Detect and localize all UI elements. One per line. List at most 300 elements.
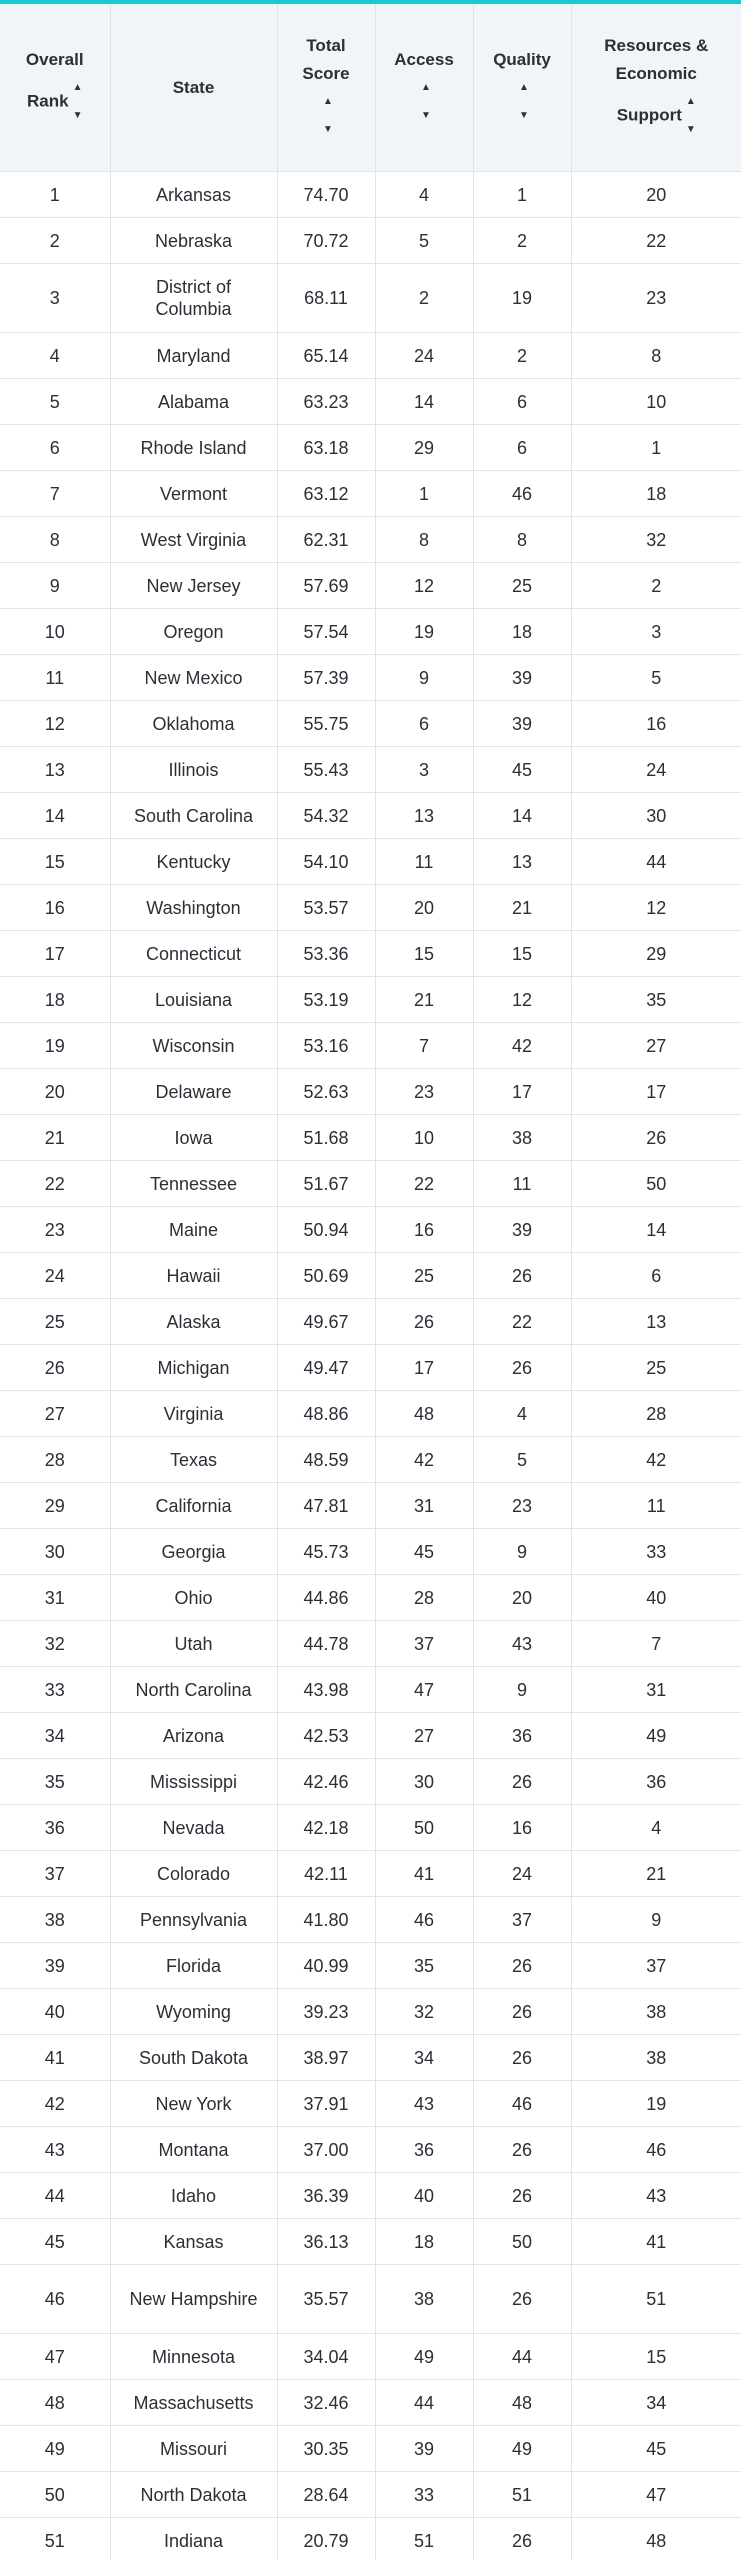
rank-cell: 2 — [0, 218, 110, 264]
table-row — [0, 1437, 741, 1483]
state-cell: Kansas — [110, 2219, 277, 2265]
table-row — [0, 264, 741, 333]
quality-cell: 43 — [473, 1621, 571, 1667]
resources-cell: 11 — [571, 1483, 741, 1529]
access-cell: 42 — [375, 1437, 473, 1483]
rank-cell: 26 — [0, 1345, 110, 1391]
quality-cell: 45 — [473, 747, 571, 793]
table-row — [0, 1299, 741, 1345]
access-cell: 6 — [375, 701, 473, 747]
total-score-cell: 51.68 — [277, 1115, 375, 1161]
resources-cell: 30 — [571, 793, 741, 839]
quality-cell: 49 — [473, 2426, 571, 2472]
access-cell: 13 — [375, 793, 473, 839]
total-score-cell: 34.04 — [277, 2334, 375, 2380]
access-cell: 15 — [375, 931, 473, 977]
total-score-cell: 47.81 — [277, 1483, 375, 1529]
sort-icon[interactable]: ▲ ▼ — [685, 95, 696, 135]
resources-cell: 7 — [571, 1621, 741, 1667]
state-cell: Utah — [110, 1621, 277, 1667]
resources-cell: 38 — [571, 2035, 741, 2081]
table-row — [0, 1391, 741, 1437]
rank-cell: 44 — [0, 2173, 110, 2219]
quality-cell: 14 — [473, 793, 571, 839]
total-score-cell: 53.57 — [277, 885, 375, 931]
total-score-cell: 38.97 — [277, 2035, 375, 2081]
total-score-cell: 42.18 — [277, 1805, 375, 1851]
total-score-cell: 44.86 — [277, 1575, 375, 1621]
table-row — [0, 1207, 741, 1253]
resources-cell: 3 — [571, 609, 741, 655]
total-score-cell: 32.46 — [277, 2380, 375, 2426]
rank-cell: 12 — [0, 701, 110, 747]
table-row — [0, 517, 741, 563]
access-cell: 46 — [375, 1897, 473, 1943]
resources-cell: 43 — [571, 2173, 741, 2219]
quality-cell: 26 — [473, 2265, 571, 2334]
quality-cell: 26 — [473, 1759, 571, 1805]
access-cell: 9 — [375, 655, 473, 701]
resources-cell: 28 — [571, 1391, 741, 1437]
table-row — [0, 2081, 741, 2127]
state-cell: Mississippi — [110, 1759, 277, 1805]
table-row — [0, 563, 741, 609]
access-cell: 49 — [375, 2334, 473, 2380]
rank-cell: 11 — [0, 655, 110, 701]
table-row — [0, 1575, 741, 1621]
state-cell: Illinois — [110, 747, 277, 793]
rank-cell: 23 — [0, 1207, 110, 1253]
resources-cell: 26 — [571, 1115, 741, 1161]
table-row — [0, 172, 741, 218]
table-row — [0, 2219, 741, 2265]
resources-cell: 38 — [571, 1989, 741, 2035]
access-cell: 19 — [375, 609, 473, 655]
rank-cell: 51 — [0, 2518, 110, 2560]
rank-cell: 8 — [0, 517, 110, 563]
table-row — [0, 885, 741, 931]
resources-cell: 42 — [571, 1437, 741, 1483]
quality-cell: 26 — [473, 1253, 571, 1299]
state-cell: Ohio — [110, 1575, 277, 1621]
table-row — [0, 2035, 741, 2081]
state-cell: South Carolina — [110, 793, 277, 839]
total-score-cell: 28.64 — [277, 2472, 375, 2518]
total-score-cell: 57.54 — [277, 609, 375, 655]
quality-cell: 5 — [473, 1437, 571, 1483]
quality-cell: 37 — [473, 1897, 571, 1943]
total-score-cell: 20.79 — [277, 2518, 375, 2560]
header-resources-line1: Resources & — [604, 35, 709, 55]
rank-cell: 34 — [0, 1713, 110, 1759]
header-access-label: Access — [394, 49, 454, 69]
state-cell: Minnesota — [110, 2334, 277, 2380]
total-score-cell: 54.10 — [277, 839, 375, 885]
table-row — [0, 2265, 741, 2334]
state-cell: Missouri — [110, 2426, 277, 2472]
access-cell: 16 — [375, 1207, 473, 1253]
state-cell: Nevada — [110, 1805, 277, 1851]
access-cell: 24 — [375, 333, 473, 379]
rank-cell: 32 — [0, 1621, 110, 1667]
rank-cell: 13 — [0, 747, 110, 793]
resources-cell: 41 — [571, 2219, 741, 2265]
resources-cell: 27 — [571, 1023, 741, 1069]
resources-cell: 35 — [571, 977, 741, 1023]
total-score-cell: 74.70 — [277, 172, 375, 218]
state-cell: Oregon — [110, 609, 277, 655]
quality-cell: 19 — [473, 264, 571, 333]
resources-cell: 10 — [571, 379, 741, 425]
header-state-label: State — [172, 77, 215, 97]
quality-cell: 16 — [473, 1805, 571, 1851]
quality-cell: 26 — [473, 2127, 571, 2173]
state-cell: North Dakota — [110, 2472, 277, 2518]
rank-cell: 36 — [0, 1805, 110, 1851]
table-row — [0, 1483, 741, 1529]
access-cell: 29 — [375, 425, 473, 471]
state-cell: Arizona — [110, 1713, 277, 1759]
access-cell: 3 — [375, 747, 473, 793]
state-cell: Wyoming — [110, 1989, 277, 2035]
resources-cell: 19 — [571, 2081, 741, 2127]
total-score-cell: 48.59 — [277, 1437, 375, 1483]
total-score-cell: 53.16 — [277, 1023, 375, 1069]
resources-cell: 6 — [571, 1253, 741, 1299]
resources-cell: 50 — [571, 1161, 741, 1207]
rank-cell: 15 — [0, 839, 110, 885]
state-cell: Maine — [110, 1207, 277, 1253]
sort-icon[interactable]: ▲ ▼ — [421, 81, 431, 121]
rank-cell: 29 — [0, 1483, 110, 1529]
table-row — [0, 1759, 741, 1805]
rank-cell: 46 — [0, 2265, 110, 2334]
rank-cell: 39 — [0, 1943, 110, 1989]
state-cell: Vermont — [110, 471, 277, 517]
quality-cell: 4 — [473, 1391, 571, 1437]
resources-cell: 22 — [571, 218, 741, 264]
access-cell: 44 — [375, 2380, 473, 2426]
table-row — [0, 1621, 741, 1667]
state-cell: Maryland — [110, 333, 277, 379]
rank-cell: 22 — [0, 1161, 110, 1207]
total-score-cell: 40.99 — [277, 1943, 375, 1989]
resources-cell: 44 — [571, 839, 741, 885]
rank-cell: 21 — [0, 1115, 110, 1161]
table-row — [0, 839, 741, 885]
state-cell: Virginia — [110, 1391, 277, 1437]
access-cell: 48 — [375, 1391, 473, 1437]
state-cell: West Virginia — [110, 517, 277, 563]
total-score-cell: 41.80 — [277, 1897, 375, 1943]
state-cell: District of Columbia — [110, 264, 277, 333]
table-row — [0, 1161, 741, 1207]
table-row — [0, 1667, 741, 1713]
table-container — [0, 4, 741, 2560]
table-row — [0, 2472, 741, 2518]
resources-cell: 13 — [571, 1299, 741, 1345]
state-cell: Wisconsin — [110, 1023, 277, 1069]
resources-cell: 48 — [571, 2518, 741, 2560]
sort-icon[interactable]: ▲ ▼ — [323, 95, 333, 135]
quality-cell: 39 — [473, 1207, 571, 1253]
access-cell: 11 — [375, 839, 473, 885]
rank-cell: 9 — [0, 563, 110, 609]
access-cell: 39 — [375, 2426, 473, 2472]
quality-cell: 46 — [473, 471, 571, 517]
access-cell: 40 — [375, 2173, 473, 2219]
quality-cell: 8 — [473, 517, 571, 563]
table-row — [0, 1989, 741, 2035]
resources-cell: 12 — [571, 885, 741, 931]
quality-cell: 2 — [473, 218, 571, 264]
state-cell: South Dakota — [110, 2035, 277, 2081]
state-cell: Nebraska — [110, 218, 277, 264]
rank-cell: 37 — [0, 1851, 110, 1897]
access-cell: 32 — [375, 1989, 473, 2035]
rank-cell: 24 — [0, 1253, 110, 1299]
resources-cell: 25 — [571, 1345, 741, 1391]
resources-cell: 1 — [571, 425, 741, 471]
table-row — [0, 2173, 741, 2219]
quality-cell: 26 — [473, 2035, 571, 2081]
state-cell: Iowa — [110, 1115, 277, 1161]
total-score-cell: 30.35 — [277, 2426, 375, 2472]
header-quality[interactable] — [473, 4, 571, 172]
state-cell: Alabama — [110, 379, 277, 425]
access-cell: 27 — [375, 1713, 473, 1759]
resources-cell: 49 — [571, 1713, 741, 1759]
header-total-line2: Score — [302, 63, 350, 83]
table-row — [0, 1115, 741, 1161]
table-row — [0, 2127, 741, 2173]
header-resources-line2: Economic — [615, 63, 697, 83]
quality-cell: 48 — [473, 2380, 571, 2426]
state-cell: California — [110, 1483, 277, 1529]
total-score-cell: 57.39 — [277, 655, 375, 701]
table-row — [0, 977, 741, 1023]
rank-cell: 33 — [0, 1667, 110, 1713]
total-score-cell: 49.47 — [277, 1345, 375, 1391]
rank-cell: 45 — [0, 2219, 110, 2265]
table-row — [0, 655, 741, 701]
rank-cell: 40 — [0, 1989, 110, 2035]
rank-cell: 43 — [0, 2127, 110, 2173]
resources-cell: 14 — [571, 1207, 741, 1253]
state-cell: Kentucky — [110, 839, 277, 885]
state-cell: North Carolina — [110, 1667, 277, 1713]
header-rank-line2: Rank — [27, 90, 69, 110]
table-row — [0, 1713, 741, 1759]
quality-cell: 26 — [473, 1345, 571, 1391]
rank-cell: 28 — [0, 1437, 110, 1483]
quality-cell: 1 — [473, 172, 571, 218]
total-score-cell: 63.18 — [277, 425, 375, 471]
state-cell: Idaho — [110, 2173, 277, 2219]
quality-cell: 17 — [473, 1069, 571, 1115]
state-cell: Pennsylvania — [110, 1897, 277, 1943]
resources-cell: 37 — [571, 1943, 741, 1989]
table-row — [0, 1805, 741, 1851]
header-resources-line3: Support — [616, 104, 682, 124]
resources-cell: 4 — [571, 1805, 741, 1851]
table-row — [0, 471, 741, 517]
state-cell: Colorado — [110, 1851, 277, 1897]
table-row — [0, 747, 741, 793]
total-score-cell: 53.19 — [277, 977, 375, 1023]
table-row — [0, 425, 741, 471]
total-score-cell: 54.32 — [277, 793, 375, 839]
resources-cell: 36 — [571, 1759, 741, 1805]
access-cell: 28 — [375, 1575, 473, 1621]
total-score-cell: 36.13 — [277, 2219, 375, 2265]
state-cell: Oklahoma — [110, 701, 277, 747]
state-cell: Connecticut — [110, 931, 277, 977]
access-cell: 1 — [375, 471, 473, 517]
rank-cell: 31 — [0, 1575, 110, 1621]
quality-cell: 46 — [473, 2081, 571, 2127]
access-cell: 22 — [375, 1161, 473, 1207]
access-cell: 38 — [375, 2265, 473, 2334]
header-access[interactable] — [375, 4, 473, 172]
rank-cell: 49 — [0, 2426, 110, 2472]
total-score-cell: 52.63 — [277, 1069, 375, 1115]
total-score-cell: 70.72 — [277, 218, 375, 264]
quality-cell: 22 — [473, 1299, 571, 1345]
quality-cell: 26 — [473, 1943, 571, 1989]
rank-cell: 30 — [0, 1529, 110, 1575]
rank-cell: 19 — [0, 1023, 110, 1069]
resources-cell: 51 — [571, 2265, 741, 2334]
quality-cell: 11 — [473, 1161, 571, 1207]
state-cell: Florida — [110, 1943, 277, 1989]
rank-cell: 3 — [0, 264, 110, 333]
state-cell: Delaware — [110, 1069, 277, 1115]
rank-cell: 7 — [0, 471, 110, 517]
rank-cell: 20 — [0, 1069, 110, 1115]
table-row — [0, 1529, 741, 1575]
header-overall-rank[interactable] — [0, 4, 110, 172]
table-row — [0, 1851, 741, 1897]
table-row — [0, 1253, 741, 1299]
total-score-cell: 63.12 — [277, 471, 375, 517]
resources-cell: 9 — [571, 1897, 741, 1943]
access-cell: 21 — [375, 977, 473, 1023]
state-cell: Texas — [110, 1437, 277, 1483]
access-cell: 25 — [375, 1253, 473, 1299]
quality-cell: 25 — [473, 563, 571, 609]
rank-cell: 42 — [0, 2081, 110, 2127]
access-cell: 37 — [375, 1621, 473, 1667]
table-row — [0, 931, 741, 977]
rank-cell: 41 — [0, 2035, 110, 2081]
rank-cell: 1 — [0, 172, 110, 218]
quality-cell: 18 — [473, 609, 571, 655]
quality-cell: 13 — [473, 839, 571, 885]
state-cell: Alaska — [110, 1299, 277, 1345]
table-row — [0, 2334, 741, 2380]
table-body — [0, 172, 741, 2560]
access-cell: 47 — [375, 1667, 473, 1713]
access-cell: 18 — [375, 2219, 473, 2265]
total-score-cell: 42.53 — [277, 1713, 375, 1759]
sort-icon[interactable]: ▲ ▼ — [519, 81, 529, 121]
state-cell: Arkansas — [110, 172, 277, 218]
total-score-cell: 37.00 — [277, 2127, 375, 2173]
rank-cell: 14 — [0, 793, 110, 839]
access-cell: 35 — [375, 1943, 473, 1989]
total-score-cell: 57.69 — [277, 563, 375, 609]
access-cell: 8 — [375, 517, 473, 563]
rank-cell: 50 — [0, 2472, 110, 2518]
table-row — [0, 333, 741, 379]
access-cell: 2 — [375, 264, 473, 333]
state-cell: New York — [110, 2081, 277, 2127]
total-score-cell: 37.91 — [277, 2081, 375, 2127]
table-row — [0, 1345, 741, 1391]
resources-cell: 2 — [571, 563, 741, 609]
quality-cell: 38 — [473, 1115, 571, 1161]
table-row — [0, 218, 741, 264]
rank-cell: 27 — [0, 1391, 110, 1437]
rank-cell: 4 — [0, 333, 110, 379]
access-cell: 33 — [375, 2472, 473, 2518]
quality-cell: 24 — [473, 1851, 571, 1897]
state-cell: Montana — [110, 2127, 277, 2173]
table-row — [0, 2380, 741, 2426]
resources-cell: 24 — [571, 747, 741, 793]
quality-cell: 26 — [473, 2173, 571, 2219]
sort-icon[interactable]: ▲ ▼ — [72, 81, 83, 121]
header-quality-label: Quality — [493, 49, 551, 69]
total-score-cell: 55.75 — [277, 701, 375, 747]
resources-cell: 15 — [571, 2334, 741, 2380]
table-row — [0, 2426, 741, 2472]
quality-cell: 9 — [473, 1529, 571, 1575]
header-resources[interactable] — [571, 4, 741, 172]
access-cell: 7 — [375, 1023, 473, 1069]
access-cell: 20 — [375, 885, 473, 931]
state-cell: New Mexico — [110, 655, 277, 701]
quality-cell: 20 — [473, 1575, 571, 1621]
quality-cell: 44 — [473, 2334, 571, 2380]
header-total-score[interactable] — [277, 4, 375, 172]
access-cell: 14 — [375, 379, 473, 425]
rank-cell: 18 — [0, 977, 110, 1023]
state-cell: New Jersey — [110, 563, 277, 609]
access-cell: 34 — [375, 2035, 473, 2081]
access-cell: 5 — [375, 218, 473, 264]
access-cell: 30 — [375, 1759, 473, 1805]
total-score-cell: 65.14 — [277, 333, 375, 379]
access-cell: 50 — [375, 1805, 473, 1851]
resources-cell: 17 — [571, 1069, 741, 1115]
table-row — [0, 1069, 741, 1115]
rank-cell: 48 — [0, 2380, 110, 2426]
total-score-cell: 53.36 — [277, 931, 375, 977]
access-cell: 17 — [375, 1345, 473, 1391]
total-score-cell: 51.67 — [277, 1161, 375, 1207]
table-row — [0, 1943, 741, 1989]
state-cell: Washington — [110, 885, 277, 931]
quality-cell: 15 — [473, 931, 571, 977]
resources-cell: 29 — [571, 931, 741, 977]
rank-cell: 35 — [0, 1759, 110, 1805]
rank-cell: 47 — [0, 2334, 110, 2380]
resources-cell: 32 — [571, 517, 741, 563]
resources-cell: 47 — [571, 2472, 741, 2518]
total-score-cell: 44.78 — [277, 1621, 375, 1667]
